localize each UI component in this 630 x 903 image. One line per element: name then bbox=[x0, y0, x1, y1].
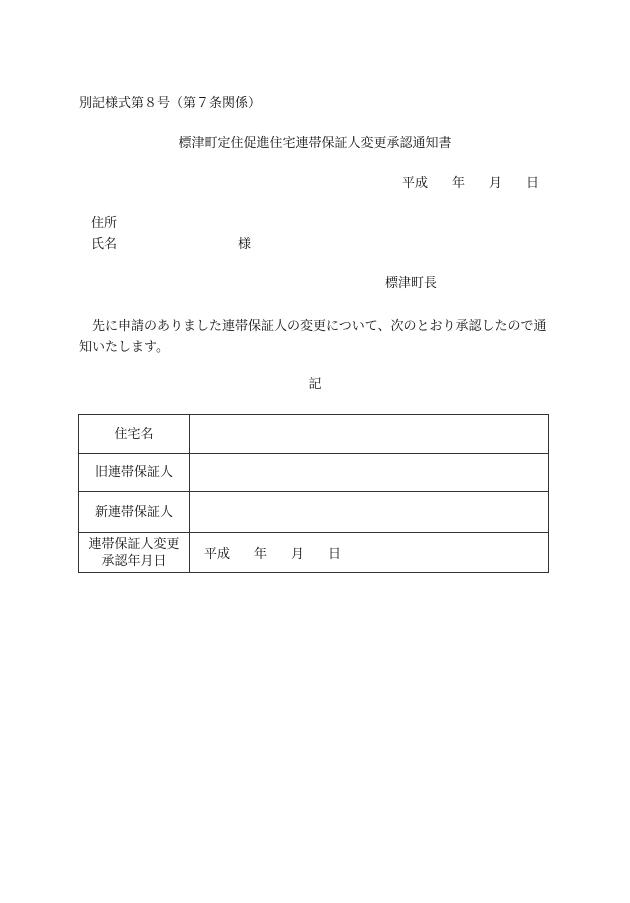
issue-date bbox=[402, 176, 539, 192]
date-era: 平成 bbox=[402, 176, 429, 191]
approval-day: 日 bbox=[328, 547, 342, 562]
approval-date-label bbox=[79, 533, 190, 573]
approval-era: 平成 bbox=[204, 547, 231, 562]
table-row bbox=[79, 415, 549, 454]
table-row bbox=[79, 454, 549, 492]
honorific: 様 bbox=[238, 237, 252, 252]
table-row bbox=[79, 533, 549, 573]
notice-body: 先に申請のありました連帯保証人の変更について、次のとおり承認したので通知いたします。 bbox=[79, 319, 547, 355]
date-year: 年 bbox=[452, 176, 466, 191]
date-month: 月 bbox=[489, 176, 503, 191]
ki-heading: 記 bbox=[308, 377, 322, 392]
approval-month: 月 bbox=[291, 547, 305, 562]
form-number-label: 別記様式第８号（第７条関係） bbox=[79, 96, 262, 111]
approval-year: 年 bbox=[254, 547, 268, 562]
new-guarantor-value bbox=[190, 492, 549, 533]
address-label: 住所 bbox=[91, 216, 118, 231]
table-row bbox=[79, 492, 549, 533]
approval-label-line2: 承認年月日 bbox=[101, 553, 167, 569]
name-label: 氏名 bbox=[91, 237, 118, 252]
issuer-name: 標津町長 bbox=[385, 276, 438, 291]
old-guarantor-value bbox=[190, 454, 549, 492]
housing-name-value bbox=[190, 415, 549, 454]
info-table bbox=[78, 414, 549, 573]
date-day: 日 bbox=[526, 176, 540, 191]
row-label: 住宅名 bbox=[79, 415, 190, 454]
row-label: 旧連帯保証人 bbox=[79, 454, 190, 492]
row-label: 新連帯保証人 bbox=[79, 492, 190, 533]
approval-date-value bbox=[190, 533, 549, 573]
document-title: 標津町定住促進住宅連帯保証人変更承認通知書 bbox=[178, 136, 452, 151]
approval-label-line1: 連帯保証人変更 bbox=[88, 536, 180, 552]
